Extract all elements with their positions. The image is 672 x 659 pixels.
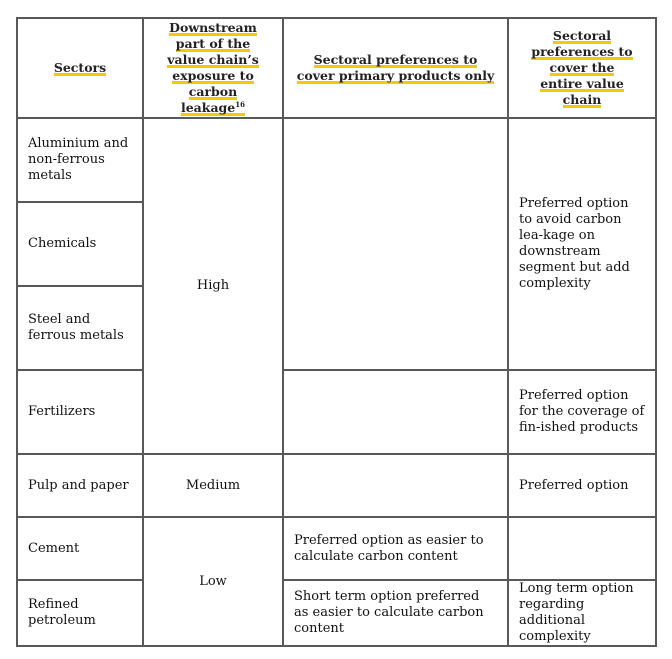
header-primary [283,18,508,118]
header-exposure-label: Downstream part of the value chain’s exposure to carbon leakage [167,20,259,115]
header-sectors-text: Sectors [53,60,107,75]
header-sectors [17,18,143,118]
header-entire [508,18,656,118]
exposure-low-cell: Low [143,517,283,646]
primary-empty-cell [283,370,508,454]
header-exposure-text [167,20,259,116]
table-row [17,118,656,202]
sector-cell: Cement [17,517,143,580]
sector-cell: Pulp and paper [17,454,143,517]
exposure-medium-cell: Medium [143,454,283,517]
header-exposure [143,18,283,118]
table-row [17,580,656,646]
primary-refined-petroleum-cell: Short term option preferred as easier to calculate carbon content [283,580,508,646]
primary-cement-cell: Preferred option as easier to calculate carbon content [283,517,508,580]
entire-refined-petroleum-cell: Long term option regarding additional complexity [508,580,656,646]
table-row [17,517,656,580]
sector-preferences-table [16,17,657,647]
entire-fertilizers-cell: Preferred option for the coverage of fin-ished products [508,370,656,454]
primary-empty-cell [283,118,508,370]
header-entire-text: Sectoral preferences to cover the entire value chain [531,28,633,107]
sector-cell: Steel and ferrous metals [17,286,143,370]
sector-cell: Aluminium and non-ferrous metals [17,118,143,202]
exposure-high-cell: High [143,118,283,454]
entire-pulp-paper-cell: Preferred option [508,454,656,517]
entire-metals-chemicals-steel-cell: Preferred option to avoid carbon lea-kage on downstream segment but add complexity [508,118,656,370]
sector-cell: Chemicals [17,202,143,286]
primary-empty-cell [283,454,508,517]
header-primary-text: Sectoral preferences to cover primary products only [296,52,495,83]
sector-cell: Fertilizers [17,370,143,454]
table-row [17,454,656,517]
footnote-marker: 16 [235,99,245,109]
entire-empty-cell [508,517,656,580]
sector-cell: Refined petroleum [17,580,143,646]
table-row [17,370,656,454]
header-row [17,18,656,118]
